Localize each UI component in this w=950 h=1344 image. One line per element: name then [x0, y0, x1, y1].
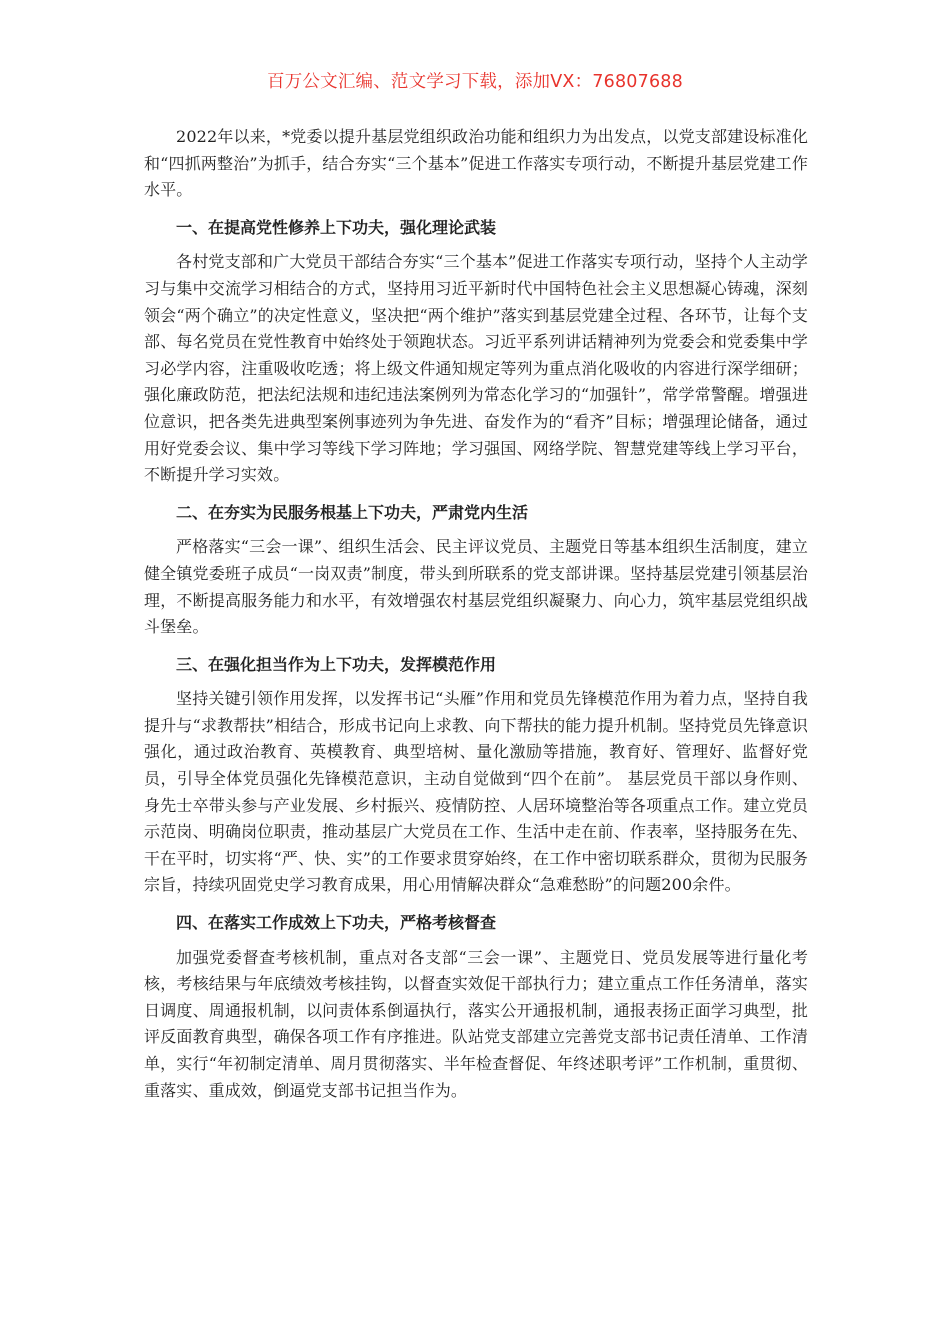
section-3-heading: 三、在强化担当作为上下功夫，发挥模范作用 — [176, 654, 497, 674]
section-4-paragraph: 加强党委督查考核机制，重点对各支部“三会一课”、主题党日、党员发展等进行量化考核，考核结果与年底绩效考核挂钩，以督查实效促干部执行力；建立重点工作任务清单，落实日调度、周通报机制，以问责体系倒逼执行，落实公开通报机制，通报表扬正面学习典型，批评反面教育典型，确保各项工作有序推进。队站党支部建立完善党支部书记责任清单、工作清单，实行“年初制定清单、周月贯彻落实、半年检查督促、年终述职考评”工作机制，重贯彻、重落实、重成效，倒逼党支部书记担当作为。 — [144, 947, 808, 1100]
section-2-paragraph: 严格落实“三会一课”、组织生活会、民主评议党员、主题党日等基本组织生活制度，建立健全镇党委班子成员“一岗双责”制度，带头到所联系的党支部讲课。坚持基层党建引领基层治理，不断提高服务能力和水平，有效增强农村基层党组织凝聚力、向心力，筑牢基层党组织战斗堡垒。 — [144, 537, 808, 637]
section-1-heading: 一、在提高党性修养上下功夫，强化理论武装 — [176, 217, 497, 237]
section-2-heading: 二、在夯实为民服务根基上下功夫，严肃党内生活 — [176, 502, 529, 522]
section-4-heading: 四、在落实工作成效上下功夫，严格考核督查 — [176, 913, 497, 933]
section-1-paragraph: 各村党支部和广大党员干部结合夯实“三个基本”促进工作落实专项行动，坚持个人主动学习与集中交流学习相结合的方式，坚持用习近平新时代中国特色社会主义思想凝心铸魂，深刻领会“两个确立”的决定性意义，坚决把“两个维护”落实到基层党建全过程、各环节，让每个支部、每名党员在党性教育中始终处于领跑状态。习近平系列讲话精神列为党委会和党委集中学习必学内容，注重吸收吃透；将上级文件通知规定等列为重点消化吸收的内容进行深学细研；强化廉政防范，把法纪法规和违纪违法案例列为常态化学习的“加强针”，常学常警醒。增强进位意识，把各类先进典型案例事迹列为争先进、奋发作为的“看齐”目标；增强理论储备，通过用好党委会议、集中学习等线下学习阵地；学习强国、网络学院、智慧党建等线上学习平台，不断提升学习实效。 — [144, 252, 808, 485]
section-3-paragraph: 坚持关键引领作用发挥，以发挥书记“头雁”作用和党员先锋模范作用为着力点，坚持自我提升与“求教帮扶”相结合，形成书记向上求教、向下帮扶的能力提升机制。坚持党员先锋意识强化，通过政治教育、英模教育、典型培树、量化激励等措施，教育好、管理好、监督好党员，引导全体党员强化先锋模范意识，主动自觉做到“四个在前”。 基层党员干部以身作则、身先士卒带头参与产业发展、乡村振兴、疫情防控、人居环境整治等各项重点工作。建立党员示范岗、明确岗位职责，推动基层广大党员在工作、生活中走在前、作表率，坚持服务在先、干在平时，切实将“严、快、实”的工作要求贯穿始终，在工作中密切联系群众，贯彻为民服务宗旨，持续巩固党史学习教育成果，用心用情解决群众“急难愁盼”的问题200余件。 — [144, 689, 808, 895]
watermark-banner: 百万公文汇编、范文学习下载，添加VX：76807688 — [267, 72, 683, 92]
document-body — [144, 124, 808, 1104]
intro-paragraph: 2022年以来，*党委以提升基层党组织政治功能和组织力为出发点，以党支部建设标准化和“四抓两整治”为抓手，结合夯实“三个基本”促进工作落实专项行动，不断提升基层党建工作水平。 — [144, 127, 808, 200]
